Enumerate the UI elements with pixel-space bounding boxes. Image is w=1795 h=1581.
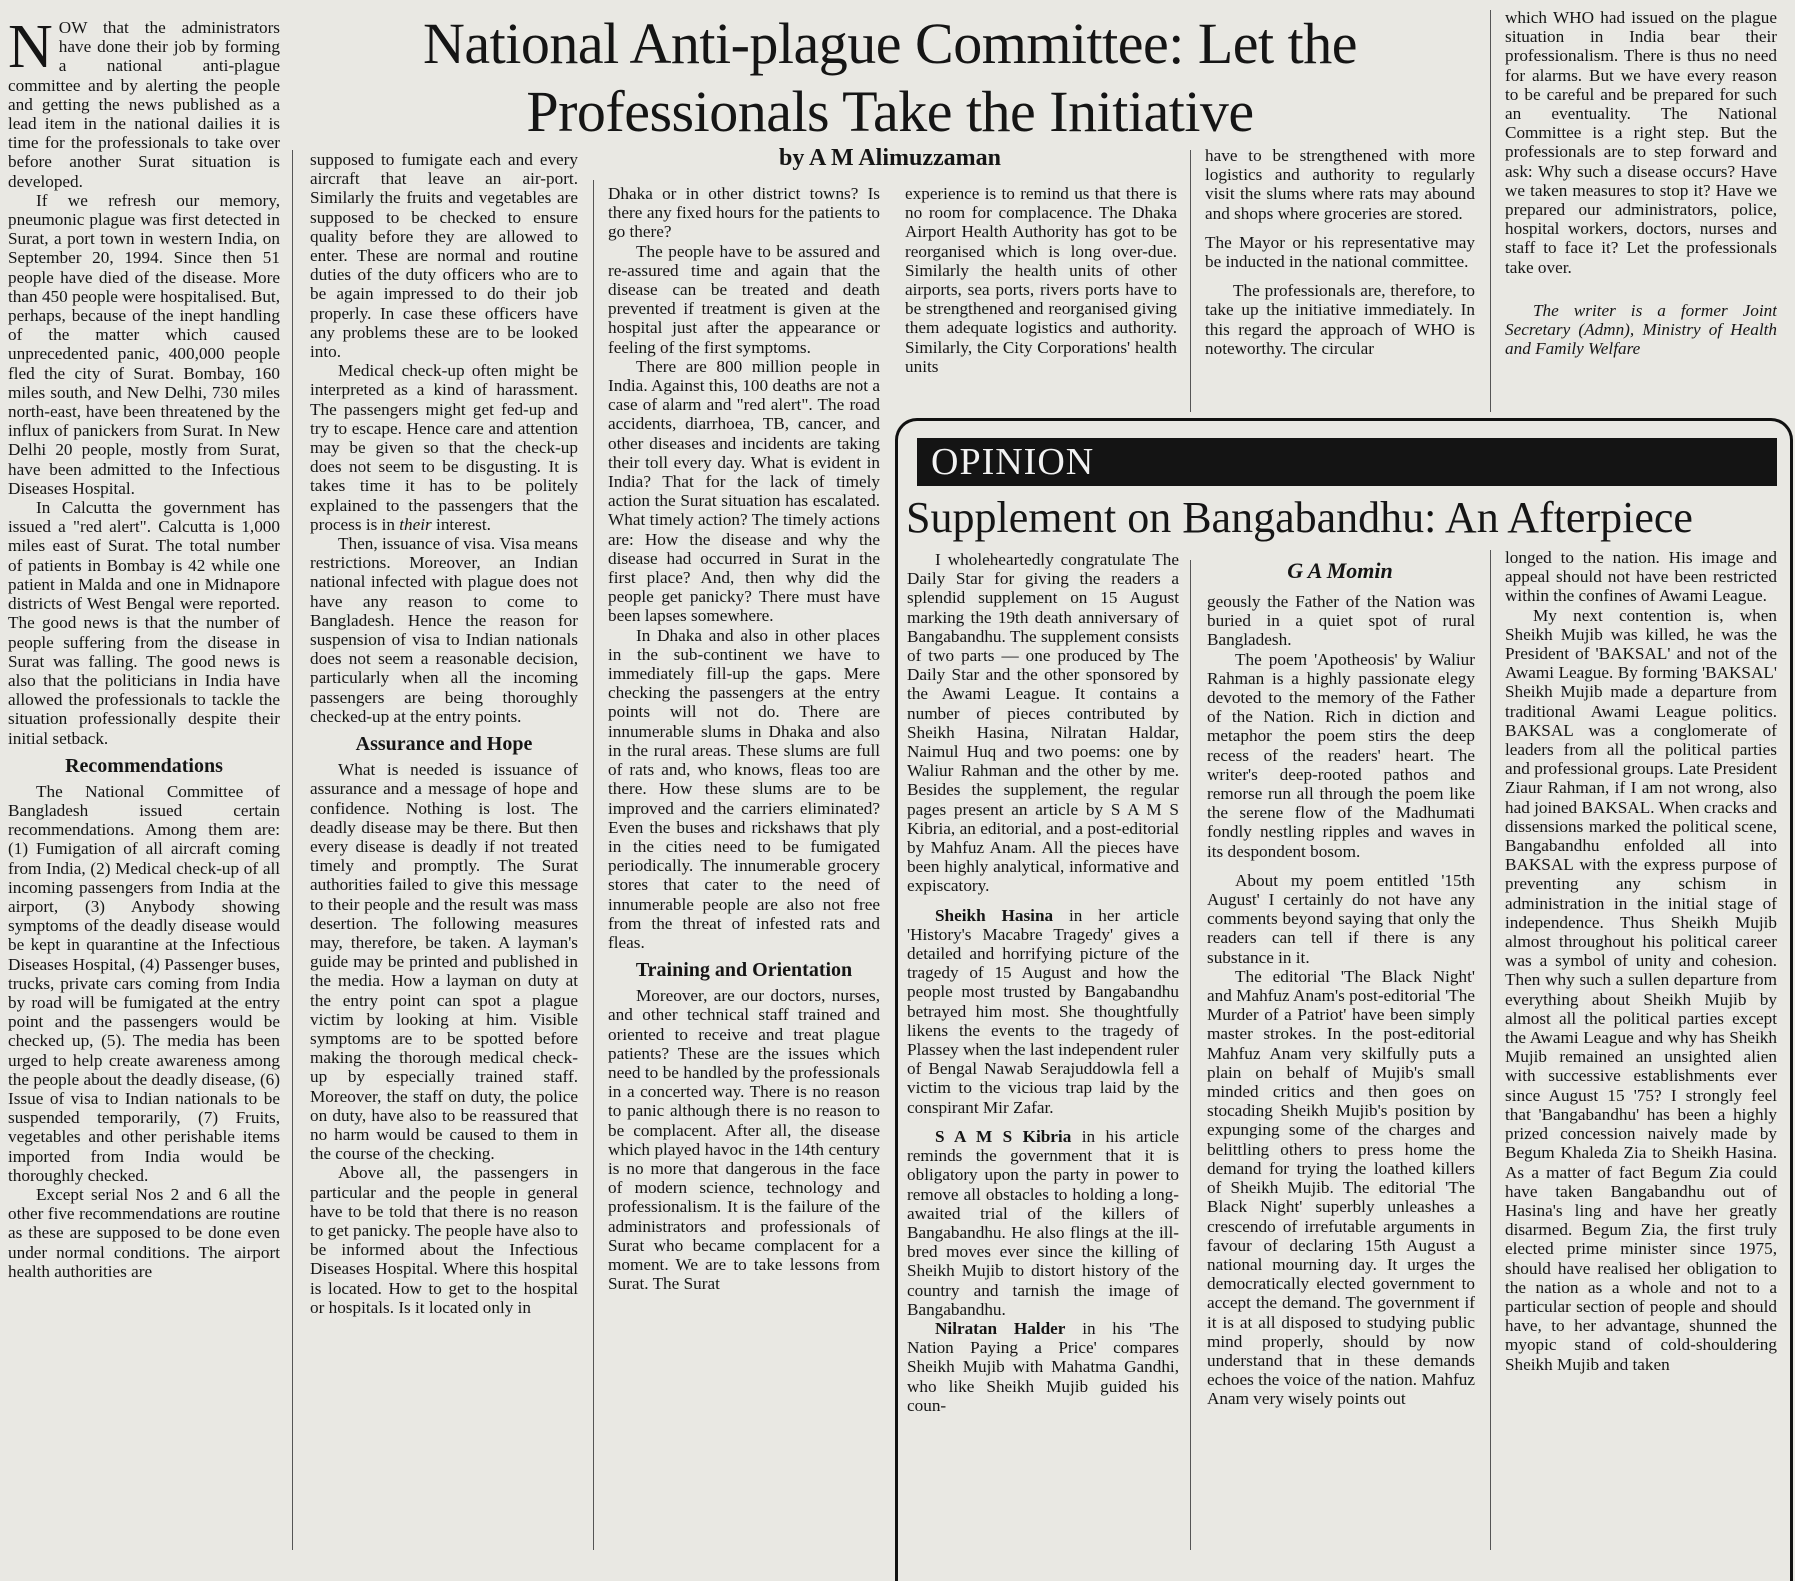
article2-col1-p2-text: in her article 'History's Macabre Tragedy' gives a detailed and horrifying picture of the tragedy of 15 August and how the people most trusted by Bangabandhu betrayed him most. She thoughtfully likens the events to the tragedy of Plassey when the last independent ruler of Bengal Nawab Serajuddowla fell a victim to the vicious trap laid by the conspirant Mir Zafar. [907,905,1179,1117]
article2-col1-p3-text: in his article reminds the government that it is obligatory upon the party in power to remove all obstacles to holding a long-awaited trial of the killers of Bangabandhu. He also flings at the ill-bred moves ever since the killing of Sheikh Mujib to distort history of the country and tarnish the image of Bangabandhu. [907,1126,1179,1319]
article1-col2-p2 [310,361,578,534]
article1-col3-p2: The people have to be assured and re-assured time and again that the disease can be treated and death prevented if treatment is given at the hospital just after the appearance or feeling of the first symptoms. [608,241,880,357]
opinion-byline: G A Momin [1287,558,1393,583]
name-sheikh-hasina: Sheikh Hasina [935,905,1054,925]
article2-column-3 [1505,548,1777,1546]
article1-col4-p1: experience is to remind us that there is no room for complacence. The Dhaka Airport Health Authority has got to be reorganised which is long over-due. Similarly the health units of other airports, sea ports, rivers ports have to be strengthened and reorganised giving them adequate logistics and authority. Similarly, the City Corporations' health units [905,184,1177,376]
article1-col1-p1 [8,18,280,191]
article1-col2-p2-end: interest. [436,514,491,534]
article1-col6-p1: which WHO had issued on the plague situation in India bear their professionalism. There is thus no need for alarms. But we have every reason to be careful and be prepared for such an eventuality. The National Committee is a right step. But the professionals are to step forward and ask: Why such a disease occurs? Have we taken measures to stop it? Have we prepared our administrators, police, hospital workers, doctors, nurses and staff to face it? Let the professionals take over. [1505,8,1777,277]
article2-col2-p3: About my poem entitled '15th August' I certainly do not have any comments beyond saying that only the readers can tell if there is any substance in it. [1207,870,1475,967]
column-rule [1190,150,1191,412]
article2-column-2 [1207,592,1475,1546]
column-rule [1490,10,1491,412]
article1-col1-p2: If we refresh our memory, pneumonic plague was first detected in Surat, a port town in western India, on September 20, 1994. Since then 51 people have died of the disease. More than 450 people were hospitalised. But, perhaps, because of the inept handling of the matter which caused unprecedented panic, 400,000 people fled the city of Surat. Bombay, 160 miles south, and New Delhi, 730 miles north-east, have been threatened by the influx of panickers from Surat. In New Delhi 20 people, mostly from Surat, have been admitted to the Infectious Diseases Hospital. [8,190,280,498]
article1-col5-p2: The Mayor or his representative may be inducted in the national committee. [1205,232,1475,272]
article1-column-1 [8,18,280,1546]
dropcap: N [8,18,53,81]
article2-col2-p1: geously the Father of the Nation was buried in a quiet spot of rural Bangladesh. [1207,592,1475,650]
opinion-banner: OPINION [917,438,1777,486]
article1-column-3 [608,184,880,1546]
article1-col1-p5: Except serial Nos 2 and 6 all the other five recommendations are routine as these are supposed to be done even under normal conditions. The airport health authorities are [8,1184,280,1281]
article2-column-1 [907,550,1179,1546]
author-credit: The writer is a former Joint Secretary (Admn), Ministry of Health and Family Welfare [1505,300,1777,359]
article2-col2-p2: The poem 'Apotheosis' by Waliur Rahman is a highly passionate elegy devoted to the memory of the Father of the Nation. Rich in diction and metaphor the poem stirs the deep recess of the readers' heart. The writer's deep-rooted pathos and remorse run all through the poem like the serene flow of the Madhumati fondly nestling ripples and waves in its despondent bosom. [1207,649,1475,861]
article2-col1-p3 [907,1127,1179,1319]
article1-col3-p3: There are 800 million people in India. Against this, 100 deaths are not a case of alarm and "red alert". The road accidents, diarrhoea, TB, cancer, and other diseases and incidents are taking their toll every day. What is evident in India? That for the lack of timely action the Surat situation has escalated. What timely action? The timely actions are: How the disease and why the disease had occurred in Surat in the first place? And, then why did the people get panicky? There must have been lapses somewhere. [608,356,880,626]
column-rule [1190,560,1191,1550]
article1-col5-p3: The professionals are, therefore, to take up the initiative immediately. In this regard the approach of WHO is noteworthy. The circular [1205,281,1475,358]
article2-col1-p4-text: in his 'The Nation Paying a Price' compares Sheikh Mujib with Mahatma Gandhi, who like Sheikh Mujib guided his coun- [907,1318,1179,1415]
article2-col3-p1: longed to the nation. His image and appeal should not have been restricted within the confines of Awami League. [1505,548,1777,606]
article1-column-2 [310,150,578,1546]
article1-col2-p5: Above all, the passengers in particular and the people in general have to be told that there is no reason to get panicky. The people have also to be informed about the Infectious Diseases Hospital. Where this hospital is located. How to get to the hospital or hospitals. Is it located only in [310,1163,578,1317]
article1-col1-p4: The National Committee of Bangladesh issued certain recommendations. Among them are: (1) Fumigation of all aircraft coming from India, (2) Medical check-up of all incoming passengers from India at the airport, (3) Anybody showing symptoms of the deadly disease would be kept in quarantine at the Infectious Diseases Hospital, (4) Passenger buses, trucks, private cars coming from India by road will be fumigated at the entry point and the passengers would be checked up, (5). The media has been urged to help create awareness among the people about the deadly disease, (6) Issue of visa to Indian nationals to be suspended temporarily, (7) Fruits, vegetables and other perishable items imported from India would be thoroughly checked. [8,781,280,1185]
column-rule [292,150,293,1550]
article1-col2-p4: What is needed is issuance of assurance and a message of hope and confidence. Nothing is lost. The deadly disease may be there. But then every disease is deadly if not treated timely and promptly. The Surat authorities failed to give this message to their people and the result was mass desertion. The following measures may, therefore, be taken. A layman's guide may be printed and published in the media. How a layman on duty at the entry point can spot a plague victim by looking at him. Visible symptoms are to be spotted before making the thorough medical check-up by especially trained staff. Moreover, the staff on duty, the police on duty, have also to be reassured that no harm would be caused to them in the course of the checking. [310,760,578,1164]
article1-col1-p1-text: OW that the administrators have done their job by forming a national anti-plague committee and by alerting the people and getting the news published as a lead item in the national dailies it is time for the professionals to take over before another Surat situation is developed. [8,18,280,191]
headline-line-1: National Anti-plague Committee: Let the [422,11,1358,76]
article1-column-4 [905,184,1177,410]
article1-col3-p1: Dhaka or in other district towns? Is there any fixed hours for the patients to go there? [608,184,880,242]
article-byline: by A M Alimuzzaman [778,145,1001,171]
column-rule [1490,550,1491,1550]
article-headline [300,10,1480,146]
article1-column-6 [1505,8,1777,412]
article1-col2-p1: supposed to fumigate each and every aircraft that leave an air-port. Similarly the fruits and vegetables are supposed to be checked to ensure quality before they are allowed to enter. These are normal and routine duties of the duty officers who are to be again impressed to do their job properly. In case these officers have any problems these are to be looked into. [310,150,578,362]
article1-column-5 [1205,146,1475,410]
name-nilratan-halder: Nilratan Halder [935,1318,1066,1338]
article1-col5-p1: have to be strengthened with more logistics and authority to regularly visit the slums where rats may abound and shops where groceries are stored. [1205,146,1475,223]
subhead-assurance: Assurance and Hope [355,733,533,756]
article1-col2-p2-text: Medical check-up often might be interpreted as a kind of harassment. The passengers might get fed-up and try to escape. Hence care and attention may be given so that the check-up does not seem to be disgusting. It is takes time it has to be politely explained to the passengers that the process is in [310,361,578,534]
article1-col3-p4: In Dhaka and also in other places in the sub-continent we have to immediately fill-up the gaps. Mere checking the passengers at the entry points will not do. There are innumerable slums in Dhaka and also in the rural areas. These slums are full of rats and, who knows, fleas too are there. How these slums are to be improved and the carriers eliminated? Even the buses and rickshaws that ply in the cities need to be fumigated periodically. The innumerable grocery stores that cater to the need of innumerable people are also not free from the threat of infested rats and fleas. [608,625,880,952]
name-kibria: S A M S Kibria [935,1126,1072,1146]
subhead-training: Training and Orientation [635,959,853,982]
article1-col2-p2-italic: their [399,514,432,534]
article2-col1-p2 [907,906,1179,1117]
opinion-headline: Supplement on Bangabandhu: An Afterpiece [906,493,1693,542]
article2-col1-p1: I wholeheartedly congratulate The Daily Star for giving the readers a splendid supplement on 15 August marking the 19th death anniversary of Bangabandhu. The supplement consists of two parts — one produced by The Daily Star and the other sponsored by the Awami League. It contains a number of pieces contributed by Sheikh Hasina, Nilratan Haldar, Naimul Huq and two poems: one by Waliur Rahman and the other by me. Besides the supplement, the regular pages present an article by S A M S Kibria, an editorial, and a post-editorial by Mahfuz Anam. All the pieces have been highly analytical, informative and expiscatory. [907,550,1179,896]
subhead-recommendations: Recommendations [65,754,223,777]
column-rule [593,180,594,1550]
headline-line-2: Professionals Take the Initiative [526,79,1254,144]
article2-col3-p2: My next contention is, when Sheikh Mujib was killed, he was the President of 'BAKSAL' and not of the Awami League. By forming 'BAKSAL' Sheikh Mujib made a departure from traditional Awami League politics. BAKSAL was a conglomerate of leaders from all the political parties and professional groups. Late President Ziaur Rahman, if I am not wrong, also had joined BAKSAL. When cracks and dissensions marked the political scene, Bangabandhu enfolded all into BAKSAL with the express purpose of preventing any schism in administration in the initial stage of independence. Thus Sheikh Mujib almost throughout his political career was a symbol of unity and cohesion. Then why such a sullen departure from everything about Sheikh Mujib by almost all the political parties except the Awami League and why has Sheikh Mujib remained an unsighted alien with successive establishments ever since August 15 '75? I strongly feel that 'Bangabandhu' has been a highly prized concession naively made by Begum Khaleda Zia to Sheikh Hasina. As a matter of fact Begum Zia could have taken Bangabandhu out of Hasina's ling and have her greatly disarmed. Begum Zia, the first truly elected prime minister since 1975, should have realised her obligation to the nation as a whole and not to a particular section of people and should have, to her advantage, shunned the myopic stand of cold-shouldering Sheikh Mujib and taken [1505,605,1777,1374]
article1-col2-p3: Then, issuance of visa. Visa means restrictions. Moreover, an Indian national infected with plague does not have any reason to come to Bangladesh. Hence the reason for suspension of visa to Indian nationals does not seem a reasonable decision, particularly when all the incoming passengers are being thoroughly checked-up at the entry points. [310,534,578,726]
article2-col2-p4: The editorial 'The Black Night' and Mahfuz Anam's post-editorial 'The Murder of a Patriot' have been simply master strokes. In the post-editorial Mahfuz Anam very skilfully puts a plain on behalf of Mujib's small minded critics and then goes on stocading Sheikh Mujib's position by expunging some of the charges and belittling others to press home the demand for trying the loathed killers of Sheikh Mujib. The editorial 'The Black Night' superbly unleashes a crescendo of irrefutable arguments in favour of declaring 15th August a national mourning day. It urges the democratically elected government to accept the demand. The government if it is at all disposed to studying public mind properly, should by now understand that in these demands echoes the voice of the nation. Mahfuz Anam very wisely points out [1207,966,1475,1409]
article2-col1-p4 [907,1319,1179,1415]
article1-col3-p5: Moreover, are our doctors, nurses, and other technical staff trained and oriented to receive and treat plague patients? These are the issues which need to be handled by the professionals in a concerted way. There is no reason to panic although there is no reason to be complacent. After all, the disease which played havoc in the 14th century is no more that dangerous in the face of modern science, technology and professionalism. It is the failure of the administrators and professionals of Surat who became complacent for a moment. We are to take lessons from Surat. The Surat [608,986,880,1294]
article1-col1-p3: In Calcutta the government has issued a "red alert". Calcutta is 1,000 miles east of Surat. The total number of patients in Bombay is 42 while one patient in Malda and one in Midnapore districts of West Bengal were reported. The good news is that the number of people suffering from the disease in Surat was falling. The good news is also that the politicians in India have allowed the professionals to tackle the situation professionally despite their initial setback. [8,498,280,748]
